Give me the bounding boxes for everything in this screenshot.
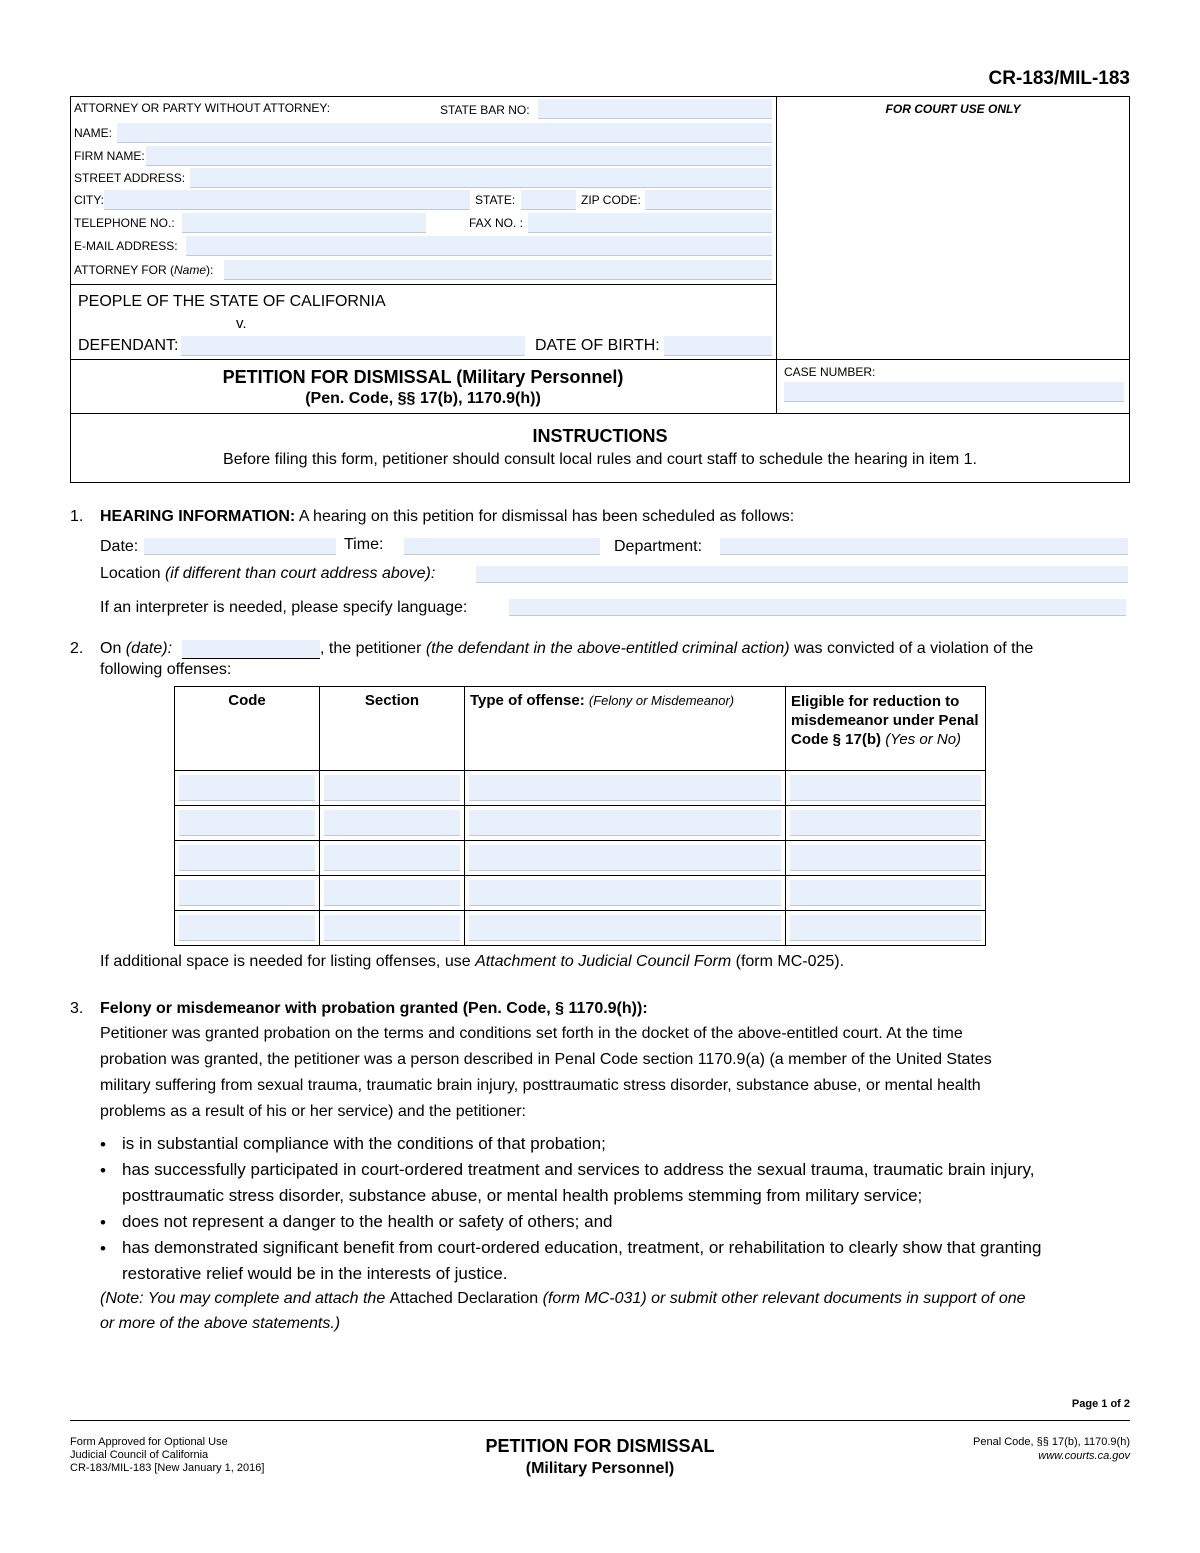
eligible-cell-field[interactable] bbox=[790, 845, 981, 871]
item1-number: 1. bbox=[70, 508, 84, 525]
item3-heading: Felony or misdemeanor with probation granted (Pen. Code, § 1170.9(h)): bbox=[100, 1000, 648, 1017]
footer-left-line: CR-183/MIL-183 [New January 1, 2016] bbox=[70, 1462, 265, 1474]
table-header-row bbox=[175, 687, 986, 771]
people-label: PEOPLE OF THE STATE OF CALIFORNIA bbox=[78, 293, 386, 310]
table-row bbox=[175, 876, 986, 911]
bullet-item: has successfully participated in court-ordered treatment and services to address the sexual trauma, traumatic brain injury, bbox=[122, 1160, 1035, 1179]
interpreter-field[interactable] bbox=[509, 599, 1126, 616]
attorney-for-field[interactable] bbox=[224, 260, 772, 280]
attorney-label: ATTORNEY OR PARTY WITHOUT ATTORNEY: bbox=[74, 101, 331, 115]
header-eligible: Eligible for reduction to misdemeanor under Penal Code § 17(b) (Yes or No) bbox=[786, 687, 986, 771]
item3-paragraph-line: problems as a result of his or her service) and the petitioner: bbox=[100, 1103, 526, 1120]
footer-left-line: Form Approved for Optional Use bbox=[70, 1436, 228, 1448]
zip-field[interactable] bbox=[645, 190, 772, 210]
section-cell-field[interactable] bbox=[324, 880, 460, 906]
item3-note: (Note: You may complete and attach the Attached Declaration (form MC-031) or submit other relevant documents in support of one bbox=[100, 1290, 1026, 1307]
dob-field[interactable] bbox=[664, 336, 772, 356]
department-field[interactable] bbox=[720, 538, 1128, 555]
time-label: Time: bbox=[344, 536, 384, 553]
section-cell-field[interactable] bbox=[324, 845, 460, 871]
conviction-date-field[interactable] bbox=[182, 640, 320, 659]
type-cell-field[interactable] bbox=[469, 915, 781, 941]
eligible-cell-field[interactable] bbox=[790, 775, 981, 801]
phone-label: TELEPHONE NO.: bbox=[74, 216, 175, 230]
item2-on: On (date): bbox=[100, 640, 173, 657]
footer-divider bbox=[70, 1420, 1130, 1421]
item3-paragraph-line: probation was granted, the petitioner was a person described in Penal Code section 1170.9(a) (a member of the United States bbox=[100, 1051, 992, 1068]
eligible-cell-field[interactable] bbox=[790, 880, 981, 906]
additional-space-note: If additional space is needed for listing offenses, use Attachment to Judicial Council Form (form MC-025). bbox=[100, 953, 845, 970]
item2-text: , the petitioner (the defendant in the above-entitled criminal action) was convicted of a violation of the bbox=[320, 640, 1034, 657]
department-label: Department: bbox=[614, 538, 703, 555]
footer-left-line: Judicial Council of California bbox=[70, 1449, 209, 1461]
interpreter-label: If an interpreter is needed, please specify language: bbox=[100, 599, 468, 616]
item3-paragraph-line: military suffering from sexual trauma, traumatic brain injury, posttraumatic stress disorder, substance abuse, or mental health bbox=[100, 1077, 981, 1094]
section-cell-field[interactable] bbox=[324, 775, 460, 801]
code-cell-field[interactable] bbox=[179, 845, 315, 871]
section-cell-field[interactable] bbox=[324, 915, 460, 941]
case-number-label: CASE NUMBER: bbox=[784, 365, 876, 379]
state-bar-label: STATE BAR NO: bbox=[440, 103, 530, 117]
code-cell-field[interactable] bbox=[179, 775, 315, 801]
footer-right-line: Penal Code, §§ 17(b), 1170.9(h) bbox=[973, 1436, 1130, 1448]
section-cell-field[interactable] bbox=[324, 810, 460, 836]
city-label: CITY: bbox=[74, 193, 105, 207]
footer-title: PETITION FOR DISMISSAL bbox=[485, 1436, 715, 1456]
location-field[interactable] bbox=[476, 566, 1128, 583]
header-type: Type of offense: (Felony or Misdemeanor) bbox=[465, 687, 786, 771]
dob-label: DATE OF BIRTH: bbox=[535, 337, 660, 354]
table-row bbox=[175, 771, 986, 806]
defendant-field[interactable] bbox=[181, 336, 525, 356]
fax-field[interactable] bbox=[528, 213, 772, 233]
item3-note-line2: or more of the above statements.) bbox=[100, 1315, 341, 1332]
bullet-icon: • bbox=[100, 1161, 106, 1180]
phone-field[interactable] bbox=[182, 213, 426, 233]
hearing-date-field[interactable] bbox=[144, 538, 336, 555]
item3-paragraph-line: Petitioner was granted probation on the terms and conditions set forth in the docket of the above-entitled court. At the time bbox=[100, 1025, 963, 1042]
versus-label: v. bbox=[236, 315, 247, 332]
bullet-item: has demonstrated significant benefit from court-ordered education, treatment, or rehabilitation to clearly show that granting bbox=[122, 1238, 1042, 1257]
type-cell-field[interactable] bbox=[469, 775, 781, 801]
city-field[interactable] bbox=[104, 190, 470, 210]
item2-number: 2. bbox=[70, 640, 84, 657]
type-cell-field[interactable] bbox=[469, 810, 781, 836]
item1-heading: HEARING INFORMATION: A hearing on this petition for dismissal has been scheduled as follows: bbox=[100, 508, 795, 525]
zip-label: ZIP CODE: bbox=[581, 193, 641, 207]
bullet-item-cont: posttraumatic stress disorder, substance abuse, or mental health problems stemming from military service; bbox=[122, 1186, 923, 1205]
instructions-text: Before filing this form, petitioner should consult local rules and court staff to schedule the hearing in item 1. bbox=[223, 451, 977, 468]
email-field[interactable] bbox=[186, 236, 772, 256]
header-section: Section bbox=[320, 687, 465, 771]
name-field[interactable] bbox=[117, 123, 772, 143]
footer-subtitle: (Military Personnel) bbox=[525, 1460, 675, 1477]
defendant-label: DEFENDANT: bbox=[78, 337, 179, 354]
item3-number: 3. bbox=[70, 1000, 84, 1017]
bullet-icon: • bbox=[100, 1239, 106, 1258]
eligible-cell-field[interactable] bbox=[790, 915, 981, 941]
offenses-table bbox=[174, 686, 986, 946]
footer-url[interactable]: www.courts.ca.gov bbox=[1038, 1450, 1130, 1462]
fax-label: FAX NO. : bbox=[469, 216, 524, 230]
hearing-time-field[interactable] bbox=[404, 538, 600, 555]
case-number-field[interactable] bbox=[784, 382, 1124, 402]
code-cell-field[interactable] bbox=[179, 810, 315, 836]
bullet-item: does not represent a danger to the health or safety of others; and bbox=[122, 1212, 613, 1231]
court-use-label: FOR COURT USE ONLY bbox=[885, 102, 1021, 116]
type-cell-field[interactable] bbox=[469, 880, 781, 906]
name-label: NAME: bbox=[74, 126, 113, 140]
page-number: Page 1 of 2 bbox=[1071, 1398, 1130, 1410]
instructions-heading: INSTRUCTIONS bbox=[532, 426, 668, 446]
state-bar-field[interactable] bbox=[538, 99, 772, 119]
email-label: E-MAIL ADDRESS: bbox=[74, 239, 178, 253]
item2-line2: following offenses: bbox=[100, 661, 232, 678]
firm-label: FIRM NAME: bbox=[74, 149, 145, 163]
bullet-icon: • bbox=[100, 1213, 106, 1232]
form-id: CR-183/MIL-183 bbox=[988, 68, 1130, 89]
instructions-box bbox=[70, 413, 1130, 483]
table-row bbox=[175, 911, 986, 946]
location-label: Location (if different than court address above): bbox=[100, 565, 436, 582]
street-label: STREET ADDRESS: bbox=[74, 171, 186, 185]
bullet-item-cont: restorative relief would be in the interests of justice. bbox=[122, 1264, 508, 1283]
attorney-for-label: ATTORNEY FOR (Name): bbox=[74, 263, 214, 277]
table-row bbox=[175, 841, 986, 876]
state-field[interactable] bbox=[521, 190, 576, 210]
date-label: Date: bbox=[100, 538, 139, 555]
firm-field[interactable] bbox=[146, 146, 772, 166]
table-row bbox=[175, 806, 986, 841]
bullet-icon: • bbox=[100, 1135, 106, 1154]
bullet-item: is in substantial compliance with the conditions of that probation; bbox=[122, 1134, 606, 1153]
form-title: PETITION FOR DISMISSAL (Military Personnel) bbox=[222, 367, 624, 387]
code-cell-field[interactable] bbox=[179, 915, 315, 941]
code-cell-field[interactable] bbox=[179, 880, 315, 906]
eligible-cell-field[interactable] bbox=[790, 810, 981, 836]
type-cell-field[interactable] bbox=[469, 845, 781, 871]
street-field[interactable] bbox=[190, 168, 772, 188]
form-subtitle: (Pen. Code, §§ 17(b), 1170.9(h)) bbox=[305, 390, 541, 407]
header-code: Code bbox=[175, 687, 320, 771]
state-label: STATE: bbox=[475, 193, 516, 207]
